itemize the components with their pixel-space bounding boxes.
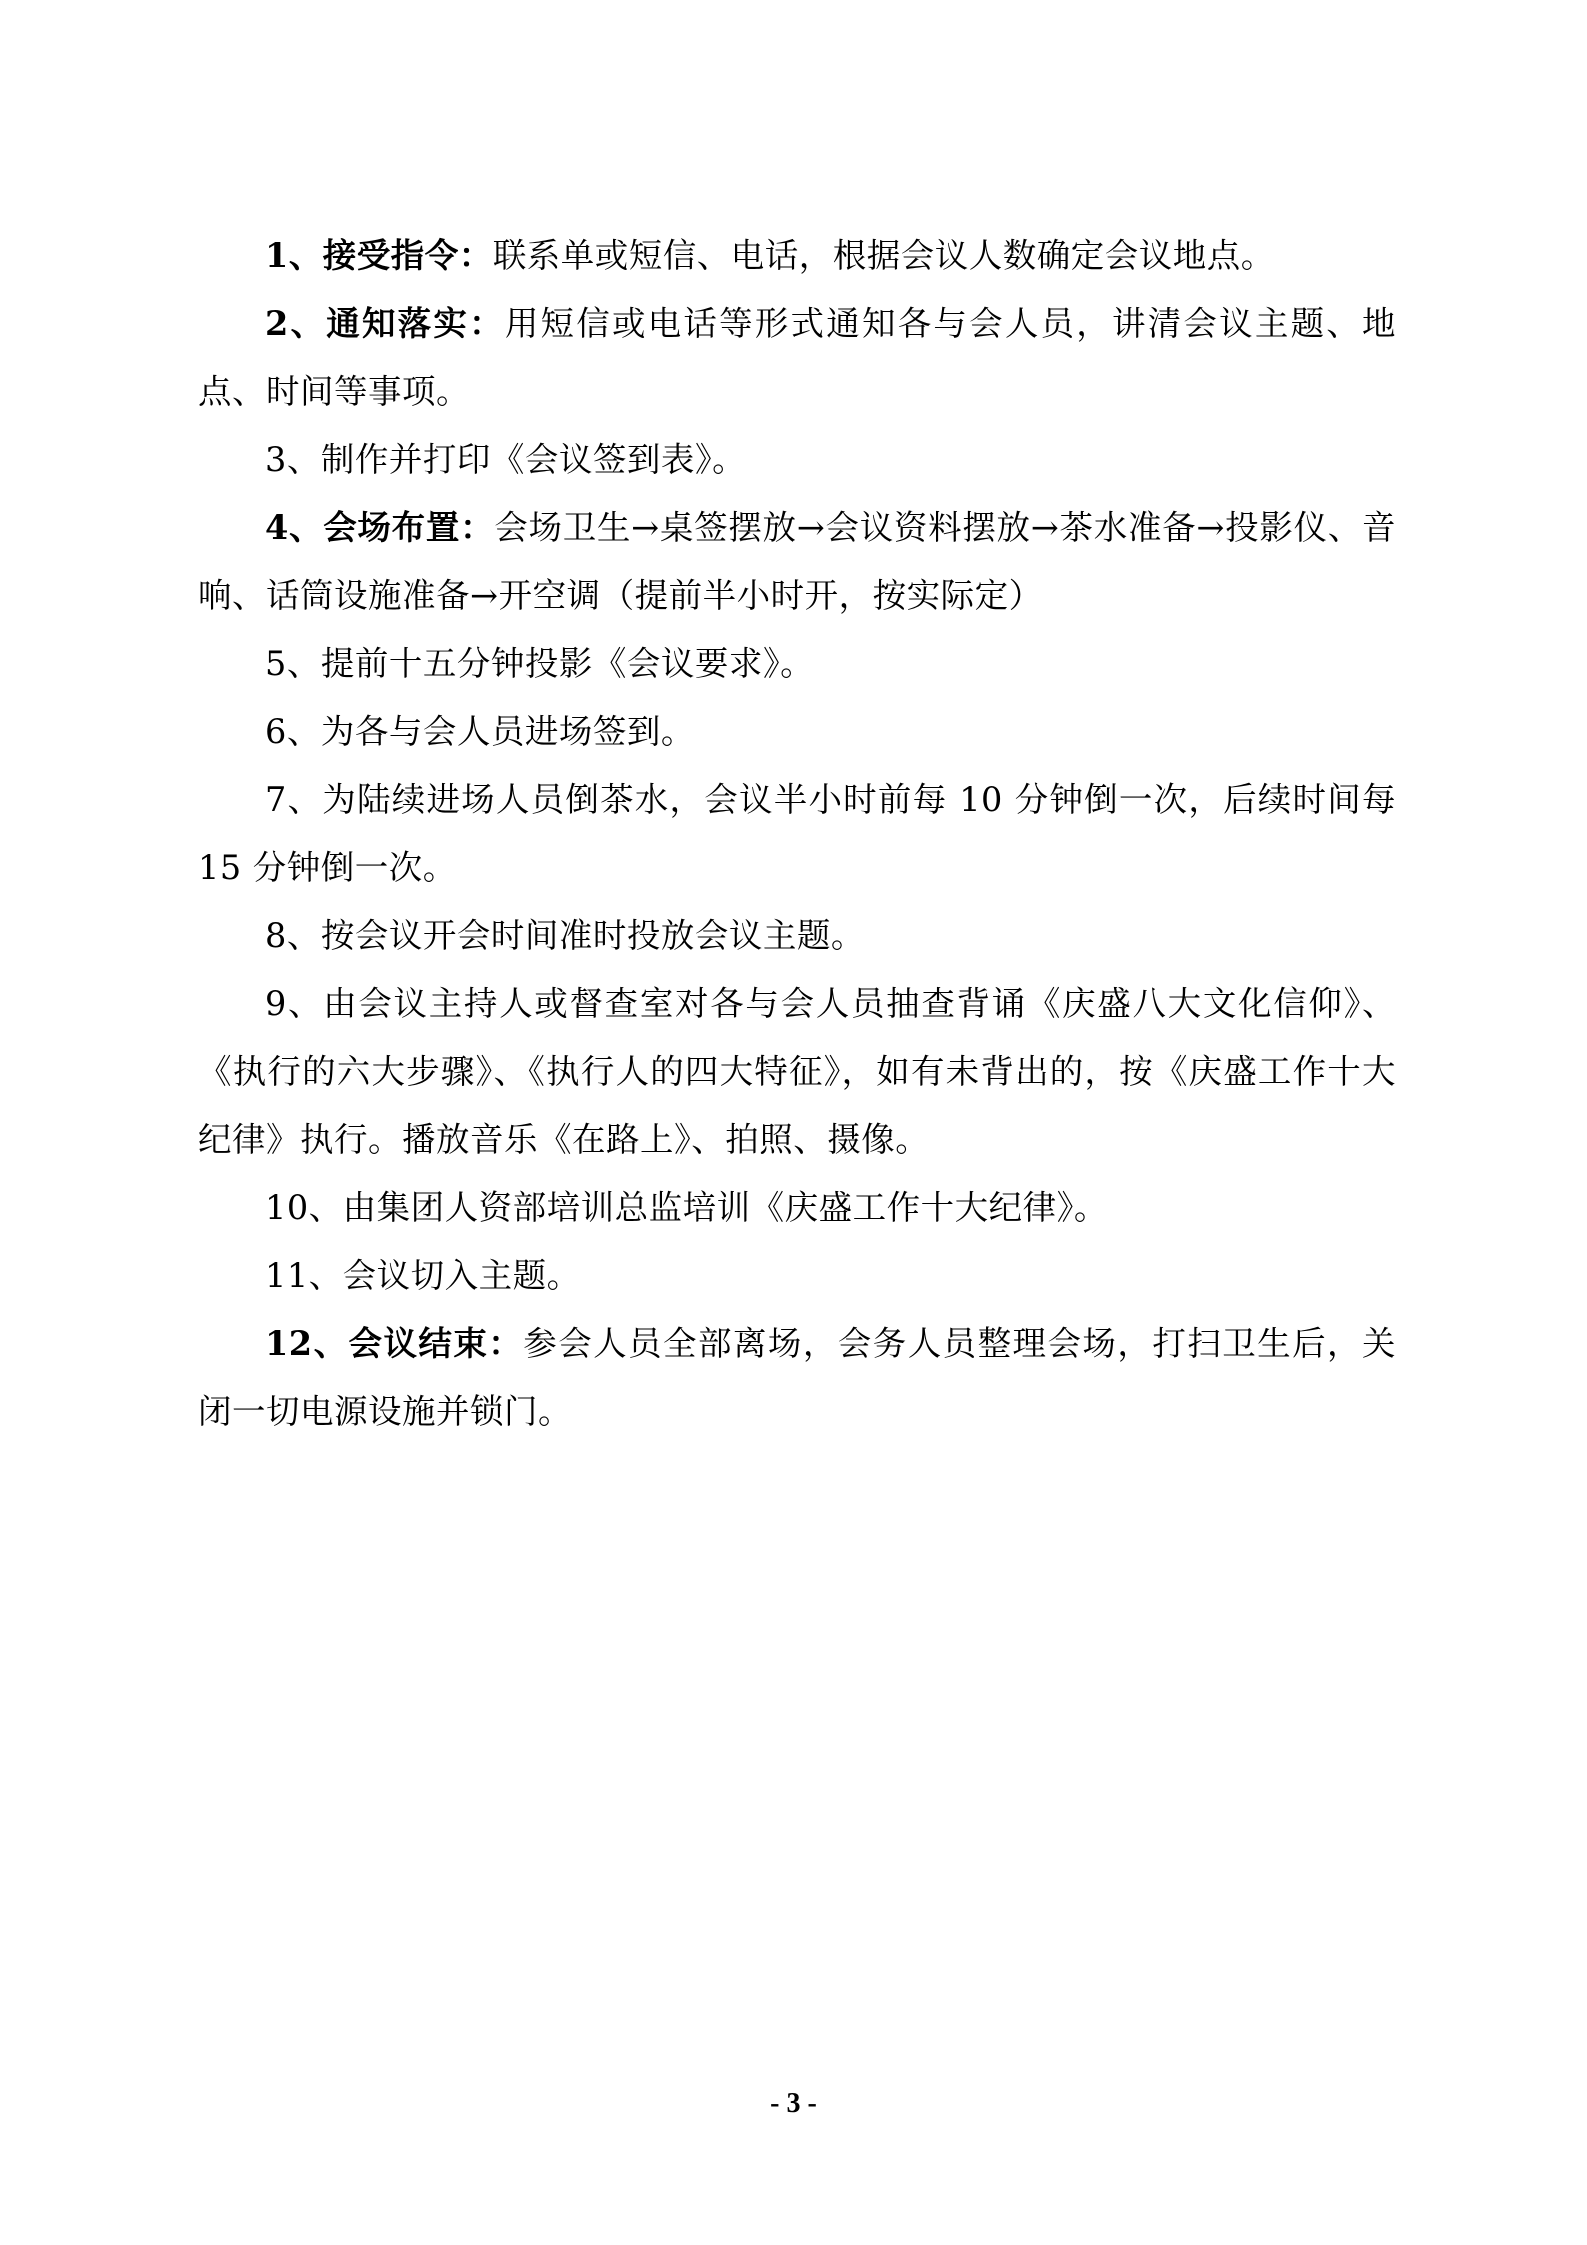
document-body [198,222,1396,1446]
item-10-text: 10、由集团人资部培训总监培训《庆盛工作十大纪律》。 [265,1188,1108,1227]
list-item-2 [198,290,1396,426]
list-item-1 [198,222,1396,290]
list-item-11 [198,1242,1396,1310]
item-2-text: 用短信或电话等形式通知各与会人员，讲清会议主题、地点、时间等事项。 [198,304,1397,411]
item-6-text: 6、为各与会人员进场签到。 [265,712,695,751]
list-item-3 [198,426,1396,494]
item-3-text: 3、制作并打印《会议签到表》。 [265,440,747,479]
list-item-7 [198,766,1396,902]
item-8-text: 8、按会议开会时间准时投放会议主题。 [265,916,865,955]
item-9-text: 9、由会议主持人或督查室对各与会人员抽查背诵《庆盛八大文化信仰》、《执行的六大步骤》、《执行人的四大特征》，如有未背出的，按《庆盛工作十大纪律》执行。播放音乐《在路上》、拍照、摄像。 [198,984,1396,1159]
item-12-heading: 12、会议结束： [265,1324,524,1363]
item-7-text: 7、为陆续进场人员倒茶水，会议半小时前每 10 分钟倒一次，后续时间每 15 分钟倒一次。 [198,780,1396,887]
list-item-4 [198,494,1396,630]
list-item-12 [198,1310,1396,1446]
item-5-text: 5、提前十五分钟投影《会议要求》。 [265,644,815,683]
item-2-heading: 2、通知落实： [265,304,505,343]
list-item-5 [198,630,1396,698]
page-number: - 3 - [770,2088,817,2119]
item-4-text: 会场卫生→桌签摆放→会议资料摆放→茶水准备→投影仪、音响、话筒设施准备→开空调（提前半小时开，按实际定） [198,508,1396,615]
item-1-text: 联系单或短信、电话，根据会议人数确定会议地点。 [492,236,1275,275]
list-item-9 [198,970,1396,1174]
item-1-heading: 1、接受指令： [265,236,493,275]
list-item-10 [198,1174,1396,1242]
list-item-8 [198,902,1396,970]
item-12-text: 参会人员全部离场，会务人员整理会场，打扫卫生后，关闭一切电源设施并锁门。 [198,1324,1397,1431]
item-11-text: 11、会议切入主题。 [265,1256,581,1295]
list-item-6 [198,698,1396,766]
item-4-heading: 4、会场布置： [265,508,495,547]
